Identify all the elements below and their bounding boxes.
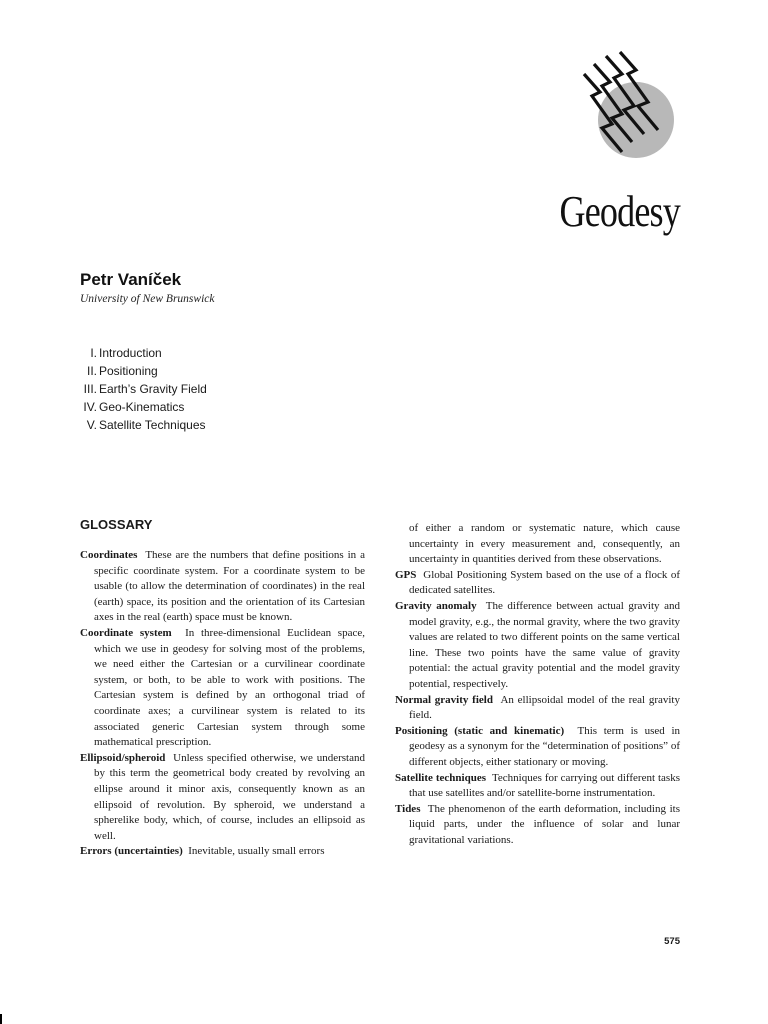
toc-item	[80, 380, 207, 398]
glossary-definition: In three-dimensional Euclidean space, which we use in geodesy for solving most of the problems, we need either the Cartesian or a curvilinear coordinate system, or both, to be able to work with positions. The Cartesian system is defined by an orthogonal triad of coordinate axes; a curvilinear system is related to its associated generic Cartesian system through some mathematical prescription.	[94, 626, 365, 749]
toc-item-number: IV.	[83, 400, 97, 414]
toc-item	[80, 362, 207, 380]
glossary-term: Coordinates	[80, 549, 138, 561]
glossary-term: Normal gravity field	[395, 693, 493, 706]
author-affiliation: University of New Brunswick	[80, 293, 215, 305]
glossary-definition: Techniques for carrying out different tasks that use satellites and/or satellite-borne instrumentation.	[409, 771, 680, 800]
toc-item-number: V.	[86, 418, 97, 432]
lightning-circle-icon	[578, 50, 678, 166]
glossary-continuation: of either a random or systematic nature, which cause uncertainty in every measurement and, consequently, an uncertainty in quantities derived from these observations.	[409, 522, 680, 566]
toc-item-label: Satellite Techniques	[99, 418, 206, 432]
glossary-definition: These are the numbers that define positions in a specific coordinate system. For a coordinate system to be usable (to allow the determination of coordinates) in the real (earth) space, its position and the orientation of its Cartesian axes in the real (earth) space must be known.	[94, 549, 365, 624]
glossary-column-right	[395, 521, 680, 848]
toc-item-label: Introduction	[99, 346, 162, 360]
corner-mark	[0, 1014, 2, 1024]
glossary-entry	[395, 693, 680, 724]
toc-item-label: Geo-Kinematics	[99, 400, 185, 414]
toc-item-number: I.	[90, 346, 97, 360]
chapter-logo	[578, 50, 678, 166]
glossary-term: GPS	[395, 568, 417, 581]
glossary-definition: Unless specified otherwise, we understand by this term the geometrical body created by revolving an ellipse around it minor axis, consequently known as an ellipsoid of revolution. By spheroid, we understand a spherelike body, which, of course, includes an ellipsoid as well.	[94, 751, 365, 842]
glossary-entry	[395, 771, 680, 802]
glossary-definition: An ellipsoidal model of the real gravity field.	[409, 693, 680, 722]
glossary-term: Gravity anomaly	[395, 599, 477, 612]
author-name: Petr Vaníček	[80, 270, 182, 289]
glossary-entry	[80, 626, 365, 751]
page-number: 575	[664, 936, 680, 947]
glossary-entry	[80, 844, 365, 860]
chapter-title: Geodesy	[559, 187, 680, 236]
glossary-entry	[80, 548, 365, 626]
glossary-definition: Global Positioning System based on the use of a flock of dedicated satellites.	[409, 568, 681, 597]
glossary-entry	[395, 724, 680, 771]
table-of-contents	[80, 344, 207, 434]
glossary-term: Coordinate system	[80, 626, 172, 639]
glossary-entry	[395, 568, 680, 599]
toc-item-label: Positioning	[99, 364, 158, 378]
glossary-column-left	[80, 548, 365, 860]
glossary-definition: Inevitable, usually small errors	[188, 845, 325, 858]
toc-item-label: Earth’s Gravity Field	[99, 382, 207, 396]
toc-item	[80, 398, 207, 416]
glossary-term: Errors (uncertainties)	[80, 845, 183, 858]
glossary-entry	[395, 599, 680, 693]
glossary-term: Ellipsoid/spheroid	[80, 751, 166, 764]
glossary-definition: This term is used in geodesy as a synonym for the “determination of positions” of different objects, either stationary or moving.	[409, 724, 680, 768]
glossary-term: Positioning (static and kinematic)	[395, 724, 565, 737]
toc-item-number: II.	[86, 364, 97, 378]
glossary-definition: The difference between actual gravity and model gravity, e.g., the normal gravity, where the two gravity values are related to two different points on the same vertical line. These two points have the same value of gravity potential: the actual gravity potential and the model gravity potential, respectively.	[409, 599, 680, 690]
toc-item-number: III.	[83, 382, 97, 396]
glossary-term: Tides	[395, 802, 421, 815]
glossary-term: Satellite techniques	[395, 771, 486, 784]
glossary-entry	[80, 751, 365, 845]
toc-item	[80, 344, 207, 362]
glossary-entry	[395, 802, 680, 849]
glossary-heading: GLOSSARY	[80, 517, 153, 532]
toc-item	[80, 416, 207, 434]
glossary-definition: The phenomenon of the earth deformation, including its liquid parts, under the influence of solar and lunar gravitational variations.	[409, 802, 680, 846]
